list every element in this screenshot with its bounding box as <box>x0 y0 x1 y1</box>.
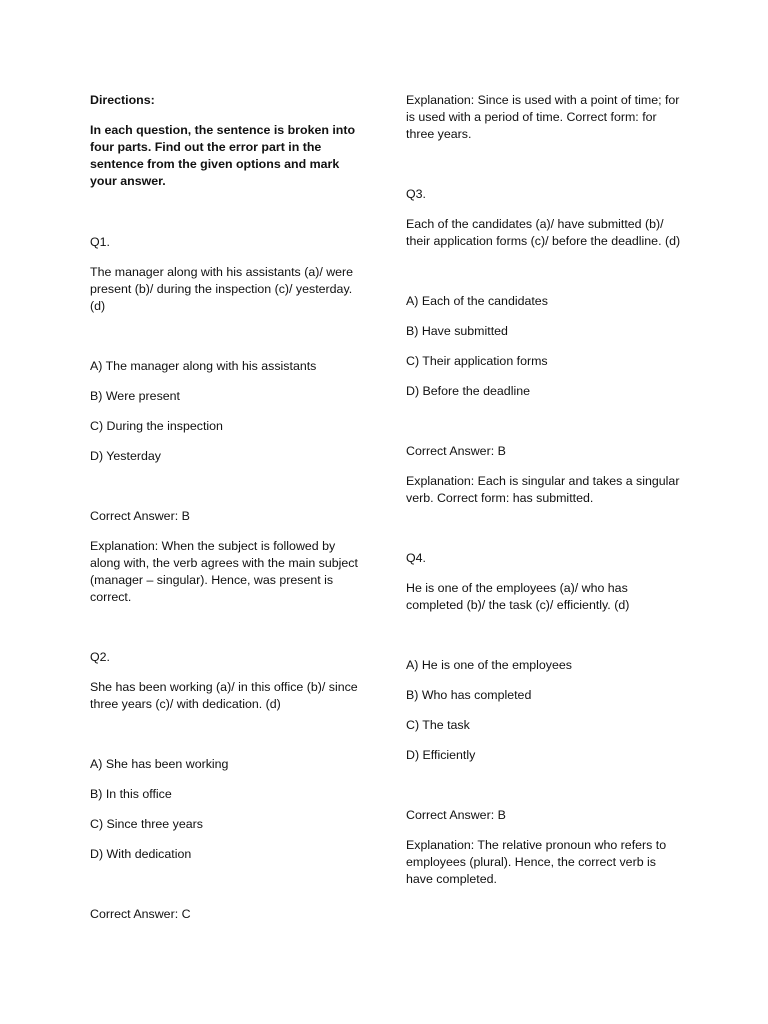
option-c: C) During the inspection <box>90 419 223 433</box>
option-c: C) Since three years <box>90 817 203 831</box>
option-a: A) The manager along with his assistants <box>90 359 317 373</box>
question-number: Q1. <box>90 235 110 249</box>
correct-answer: Correct Answer: C <box>90 907 191 921</box>
explanation: Explanation: Each is singular and takes a singular verb. Correct form: has submitted. <box>406 474 680 505</box>
question-sentence: He is one of the employees (a)/ who has completed (b)/ the task (c)/ efficiently. (d) <box>406 581 630 612</box>
option-a: A) She has been working <box>90 757 229 771</box>
directions-text: In each question, the sentence is broken into four parts. Find out the error part in the sentence from the given options and mark your answer. <box>90 123 356 188</box>
question-number: Q3. <box>406 187 426 201</box>
question-sentence: Each of the candidates (a)/ have submitted (b)/ their application forms (c)/ before the deadline. (d) <box>406 217 681 248</box>
question-1 <box>90 234 365 606</box>
option-d: D) Yesterday <box>90 449 161 463</box>
option-a: A) Each of the candidates <box>406 294 548 308</box>
correct-answer: Correct Answer: B <box>406 808 506 822</box>
option-d: D) Before the deadline <box>406 384 530 398</box>
correct-answer: Correct Answer: B <box>406 444 506 458</box>
question-number: Q2. <box>90 650 110 664</box>
question-3 <box>406 186 681 507</box>
question-sentence: She has been working (a)/ in this office (b)/ since three years (c)/ with dedication. (d) <box>90 680 358 711</box>
question-4 <box>406 550 681 888</box>
explanation: Explanation: Since is used with a point of time; for is used with a period of time. Correct form: for three years. <box>406 93 680 141</box>
option-b: B) Were present <box>90 389 180 403</box>
question-2 <box>90 649 365 923</box>
option-c: C) Their application forms <box>406 354 548 368</box>
explanation: Explanation: When the subject is followed by along with, the verb agrees with the main subject (manager – singular). Hence, was present is correct. <box>90 539 358 604</box>
option-d: D) With dedication <box>90 847 192 861</box>
option-b: B) In this office <box>90 787 172 801</box>
correct-answer: Correct Answer: B <box>90 509 190 523</box>
option-a: A) He is one of the employees <box>406 658 572 672</box>
option-c: C) The task <box>406 718 470 732</box>
right-column <box>406 92 681 931</box>
directions-heading: Directions: <box>90 93 155 107</box>
left-column <box>90 92 365 936</box>
option-b: B) Who has completed <box>406 688 532 702</box>
question-number: Q4. <box>406 551 426 565</box>
option-b: B) Have submitted <box>406 324 508 338</box>
explanation: Explanation: The relative pronoun who refers to employees (plural). Hence, the correct verb is have completed. <box>406 838 667 886</box>
option-d: D) Efficiently <box>406 748 476 762</box>
question-sentence: The manager along with his assistants (a)/ were present (b)/ during the inspection (c)/ yesterday. (d) <box>90 265 354 313</box>
